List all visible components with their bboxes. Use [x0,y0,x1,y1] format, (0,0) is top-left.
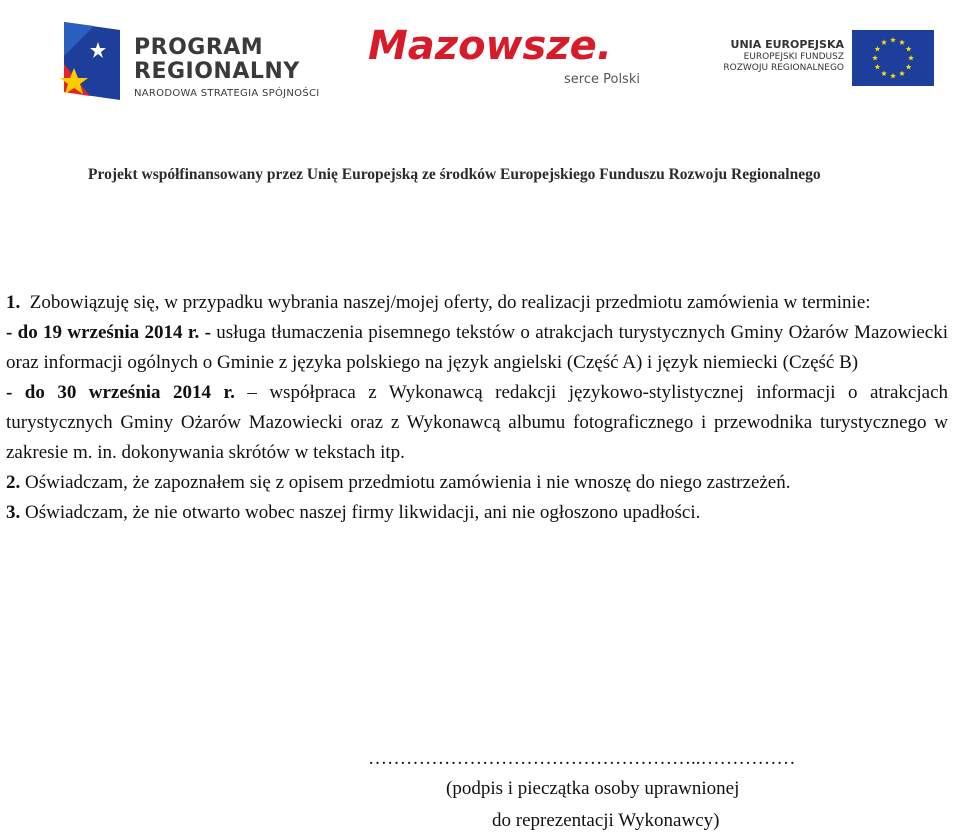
signature-caption-line2: do reprezentacji Wykonawcy) [492,810,720,831]
paragraph-5 [6,498,948,528]
cofinancing-note: Projekt współfinansowany przez Unię Europejską ze środków Europejskiego Funduszu Rozwoju Regionalnego [88,166,821,183]
eu-text [696,38,844,74]
paragraph-3-text: Oświadczam, że nie otwarto wobec naszej firmy likwidacji, ani nie ogłoszono upadłości. [20,502,701,523]
program-line2: REGIONALNY [134,59,300,84]
mazowsze-wordmark: Mazowsze. [368,23,612,69]
paragraph-2-number: 2. [6,472,21,493]
paragraph-1-number: 1. [6,292,21,313]
eu-line1: UNIA EUROPEJSKA [730,38,844,51]
deadline-1-text: usługa tłumaczenia pisemnego tekstów o atrakcjach turystycznych Gminy Ożarów Mazowiecki oraz informacji ogólnych o Gminie z języka polskiego na język angielski (Część A) i język niemiecki (Część B) [6,322,949,373]
program-line3: NARODOWA STRATEGIA SPÓJNOŚCI [134,88,320,99]
deadline-2: - do 30 września 2014 r. [6,382,235,403]
eu-flag-icon [852,30,934,86]
mazowsze-tagline: serce Polski [564,72,640,87]
program-line1: PROGRAM [134,35,264,60]
deadline-2-text: – współpraca z Wykonawcą redakcji językowo-stylistycznej informacji o atrakcjach turystycznych Gminy Ożarów Mazowiecki oraz z Wykonawcą albumu fotograficznego i przewodnika turystycznego w zakresie m. in. dokonywania skrótów w tekstach itp. [6,382,949,463]
program-regionalny-text [134,36,320,99]
program-regionalny-flag-icon [60,16,124,104]
paragraph-1 [6,288,948,318]
signature-line: ……………………………………………..…………… [368,748,796,769]
paragraph-2 [6,318,948,378]
eu-line2: EUROPEJSKI FUNDUSZ [743,52,844,62]
paragraph-4 [6,468,948,498]
paragraph-3-number: 3. [6,502,21,523]
paragraph-2-text: Oświadczam, że zapoznałem się z opisem przedmiotu zamówienia i nie wnoszę do niego zastrzeżeń. [20,472,791,493]
paragraph-1-text: Zobowiązuję się, w przypadku wybrania naszej/mojej oferty, do realizacji przedmiotu zamówienia w terminie: [29,292,871,313]
eu-line3: ROZWOJU REGIONALNEGO [723,63,844,73]
document-header [0,0,960,200]
paragraph-3 [6,378,948,468]
signature-block [368,748,928,831]
eu-logo [696,30,944,90]
program-regionalny-logo [60,16,340,106]
mazowsze-logo [368,22,658,102]
deadline-1: - do 19 września 2014 r. - [6,322,211,343]
declaration-body [6,288,948,528]
signature-caption-line1: (podpis i pieczątka osoby uprawnionej [446,778,740,799]
